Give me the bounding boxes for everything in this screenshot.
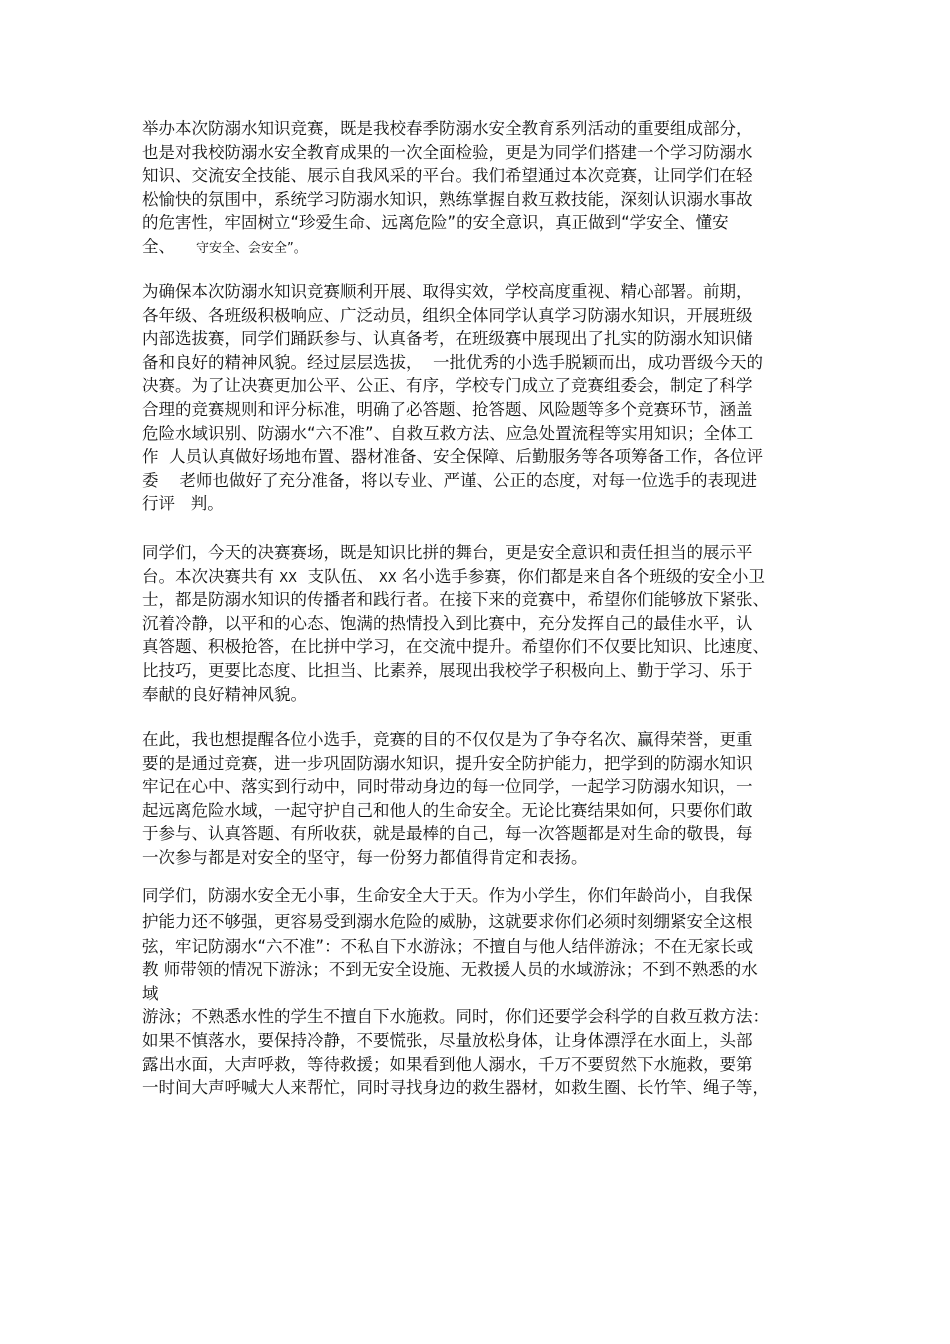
text-line: [142, 235, 822, 259]
text-fragment: 判。: [190, 494, 224, 514]
text-line: 同学们，防溺水安全无小事，生命安全大于天。作为小学生，你们年龄尚小，自我保: [142, 886, 753, 905]
text-fragment: 全、: [142, 236, 175, 256]
text-line: 知识、交流安全技能、展示自我风采的平台。我们希望通过本次竞赛，让同学们在轻: [142, 166, 753, 186]
text-line: [142, 445, 822, 469]
text-line: 游泳；不熟悉水性的学生不擅自下水施救。同时，你们还要学会科学的自救互救方法：: [142, 1007, 769, 1027]
text-line: 合理的竞赛规则和评分标准，明确了必答题、抢答题、风险题等多个竞赛环节，涵盖: [142, 399, 753, 419]
paragraph-3: [142, 541, 822, 706]
text-fragment: 备和良好的精神风貌。经过层层选拔，: [142, 352, 423, 372]
text-fragment: 一批优秀的小选手脱颖而出，成功晋级今天的: [433, 352, 763, 372]
text-line: 弦，牢记防溺水“六不准”：不私自下水游泳；不擅自与他人结伴游泳；不在无家长或: [142, 936, 754, 956]
text-line: [142, 565, 822, 589]
text-line: [142, 469, 822, 493]
text-line: 的危害性，牢固树立“珍爱生命、远离危险”的安全意识，真正做到“学安全、懂安: [142, 213, 729, 233]
text-line: 也是对我校防溺水安全教育成果的一次全面检验，更是为同学们搭建一个学习防溺水: [142, 142, 753, 162]
paragraph-2: [142, 280, 822, 516]
text-line: 奉献的良好精神风貌。: [142, 684, 307, 704]
text-fragment: 老师也做好了充分准备，将以专业、严谨、公正的态度，对每一位选手的表现进: [179, 470, 757, 490]
text-fragment: 人员认真做好场地布置、器材准备、安全保障、后勤服务等各项筹备工作，各位评: [169, 447, 763, 467]
text-line: 护能力还不够强，更容易受到溺水危险的威胁，这就要求你们必须时刻绷紧安全这根: [142, 911, 753, 931]
text-line: [142, 958, 822, 982]
text-line: 要的是通过竞赛，进一步巩固防溺水知识，提升安全防护能力，把学到的防溺水知识: [142, 753, 753, 773]
text-line: 域: [142, 983, 159, 1003]
placeholder-count: XX: [279, 570, 298, 586]
text-line: [142, 351, 822, 375]
text-fragment: 名小选手参赛，你们都是来自各个班级的安全小卫: [401, 566, 765, 586]
paragraph-1: [142, 117, 822, 259]
paragraph-5: [142, 884, 822, 1100]
text-fragment: 师带领的情况下游泳；不到无安全设施、无救援人员的水域游泳；不到不熟悉的水: [163, 960, 758, 980]
text-line: 为确保本次防溺水知识竞赛顺利开展、取得实效，学校高度重视、精心部署。前期，: [142, 282, 753, 301]
text-line: 起远离危险水域，一起守护自己和他人的生命安全。无论比赛结果如何，只要你们敢: [142, 800, 753, 820]
paragraph-4: [142, 728, 822, 870]
text-line: 士，都是防溺水知识的传播者和践行者。在接下来的竞赛中，希望你们能够放下紧张、: [142, 590, 769, 610]
text-fragment: 作: [142, 447, 159, 467]
text-line: 举办本次防溺水知识竞赛，既是我校春季防溺水安全教育系列活动的重要组成部分，: [142, 119, 753, 138]
text-line: 松愉快的氛围中，系统学习防溺水知识，熟练掌握自救互救技能，深刻认识溺水事故: [142, 189, 753, 209]
text-fragment: 支队伍、: [307, 566, 374, 586]
text-line: 牢记在心中、落实到行动中，同时带动身边的每一位同学，一起学习防溺水知识，一: [142, 777, 753, 797]
text-fragment: 委: [142, 470, 159, 490]
placeholder-count: XX: [378, 570, 397, 586]
text-fragment: 守安全、会安全”。: [195, 240, 307, 256]
text-line: 沉着冷静，以平和的心态、饱满的热情投入到比赛中，充分发挥自己的最佳水平，认: [142, 613, 753, 633]
text-fragment: 行评: [142, 494, 175, 514]
text-line: 真答题、积极抢答，在比拼中学习，在交流中提升。希望你们不仅要比知识、比速度、: [142, 637, 769, 657]
text-line: 一次参与都是对安全的坚守，每一份努力都值得肯定和表扬。: [142, 847, 588, 867]
text-line: 同学们，今天的决赛赛场，既是知识比拼的舞台，更是安全意识和责任担当的展示平: [142, 543, 753, 562]
text-line: 于参与、认真答题、有所收获，就是最棒的自己，每一次答题都是对生命的敬畏，每: [142, 824, 753, 844]
text-line: 比技巧，更要比态度、比担当、比素养，展现出我校学子积极向上、勤于学习、乐于: [142, 660, 753, 680]
text-line: 决赛。为了让决赛更加公平、公正、有序，学校专门成立了竞赛组委会，制定了科学: [142, 376, 753, 396]
text-line: [142, 492, 822, 516]
text-fragment: 台。本次决赛共有: [142, 566, 274, 586]
text-line: 如果不慎落水，要保持冷静，不要慌张，尽量放松身体，让身体漂浮在水面上，头部: [142, 1030, 753, 1050]
text-line: 一时间大声呼喊大人来帮忙，同时寻找身边的救生器材，如救生圈、长竹竿、绳子等，: [142, 1078, 769, 1098]
text-line: 各年级、各班级积极响应、广泛动员，组织全体同学认真学习防溺水知识，开展班级: [142, 305, 753, 325]
text-line: 内部选拔赛，同学们踊跃参与、认真备考，在班级赛中展现出了扎实的防溺水知识储: [142, 329, 753, 349]
text-line: 露出水面，大声呼救，等待救援；如果看到他人溺水，千万不要贸然下水施救，要第: [142, 1054, 753, 1074]
text-line: 危险水域识别、防溺水“六不准”、自救互救方法、应急处置流程等实用知识；全体工: [142, 423, 754, 443]
text-line: 在此，我也想提醒各位小选手，竞赛的目的不仅仅是为了争夺名次、赢得荣誉，更重: [142, 730, 753, 749]
text-fragment: 教: [142, 960, 159, 980]
